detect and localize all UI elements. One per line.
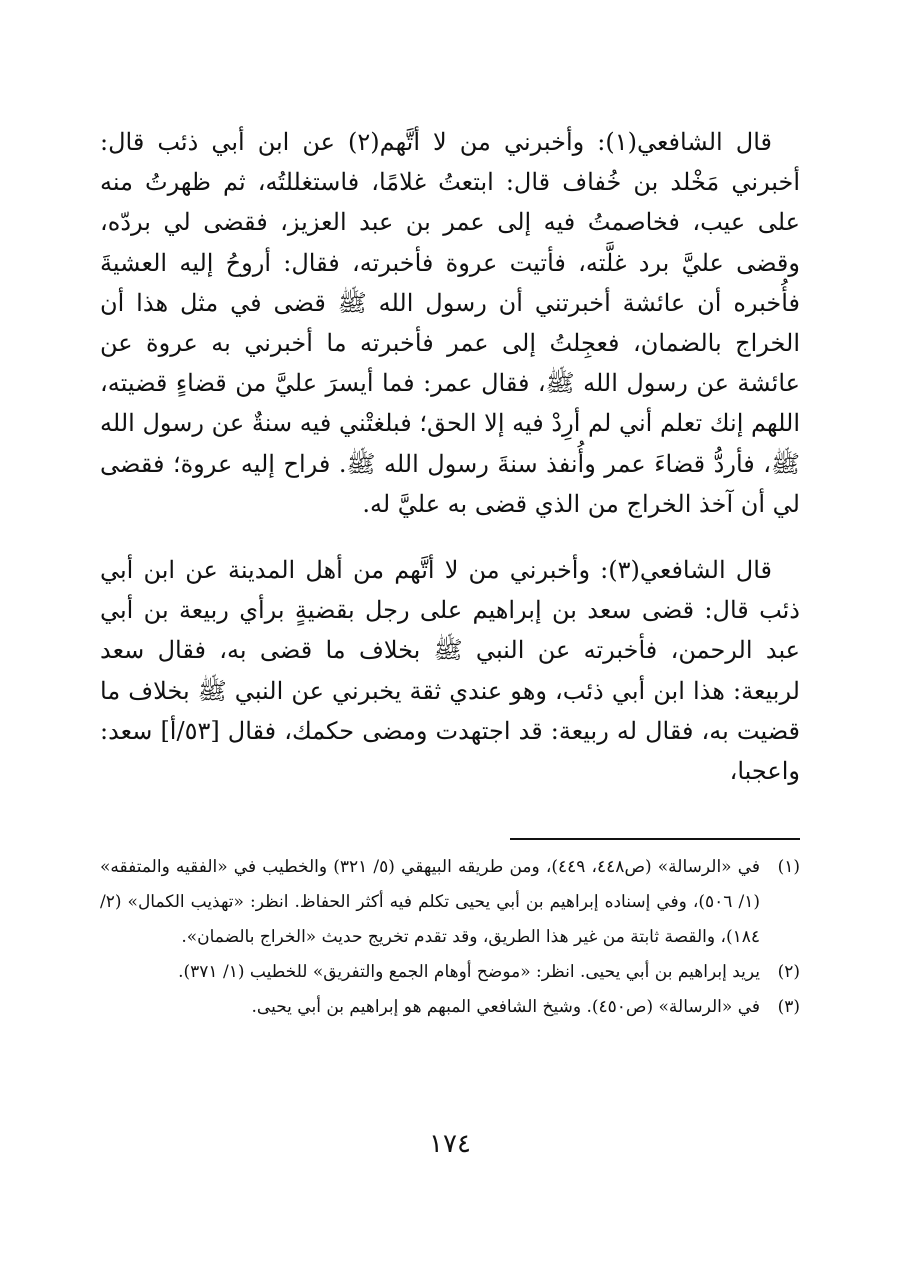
paragraph-2: قال الشافعي(٣): وأخبرني من لا أتَّهم من أهل المدينة عن ابن أبي ذئب قال: قضى سعد بن إبراهيم على رجل بقضيةٍ برأي ربيعة بن أبي عبد الرحمن، فأخبرته عن النبي ﷺ بخلاف ما قضى به، فقال سعد لربيعة: هذا ابن أبي ذئب، وهو عندي ثقة يخبرني عن النبي ﷺ بخلاف ما قضيت به، فقال له ربيعة: قد اجتهدت ومضى حكمك، فقال [٥٣/أ] سعد: واعجبا، [100,556,801,786]
footnote-text: في «الرسالة» (ص٤٤٨، ٤٤٩)، ومن طريقه البيهقي (٥/ ٣٢١) والخطيب في «الفقيه والمتفقه» (١/ ٥٠٦)، وفي إسناده إبراهيم بن أبي يحيى تكلم فيه أكثر الحفاظ. انظر: «تهذيب الكمال» (٢/ ١٨٤)، والقصة ثابتة من غير هذا الطريق، وقد تقدم تخريج حديث «الخراج بالضمان». [100,857,761,947]
footnote-3 [100,990,800,1025]
footnote-number: (٣) [777,997,800,1017]
page-number: ١٧٤ [429,1129,471,1159]
paragraph-1: قال الشافعي(١): وأخبرني من لا أتَّهم(٢) عن ابن أبي ذئب قال: أخبرني مَخْلد بن خُفاف قال: ابتعتُ غلامًا، فاستغللتُه، ثم ظهرتُ منه على عيب، فخاصمتُ فيه إلى عمر بن عبد العزيز، فقضى لي بردّه، وقضى عليَّ برد غلَّته، فأتيت عروة فأخبرته، فقال: أروحُ إليه العشيةَ فأُخبره أن عائشة أخبرتني أن رسول الله ﷺ قضى في مثل هذا أن الخراج بالضمان، فعجِلتُ إلى عمر فأخبرته ما أخبرني به عروة عن عائشة عن رسول الله ﷺ، فقال عمر: فما أيسرَ عليَّ من قضاءٍ قضيته، اللهم إنك تعلم أني لم أرِدْ فيه إلا الحق؛ فبلغتْني فيه سنةٌ عن رسول الله ﷺ، فأردُّ قضاءَ عمر وأُنفذ سنةَ رسول الله ﷺ. فراح إليه عروة؛ فقضى لي أن آخذ الخراج من الذي قضى به عليَّ له. [100,128,801,518]
footnote-1 [100,850,800,955]
footnote-text: في «الرسالة» (ص٤٥٠). وشيخ الشافعي المبهم هو إبراهيم بن أبي يحيى. [251,997,760,1017]
footnote-number: (١) [777,857,800,877]
main-text [100,122,800,791]
footnote-number: (٢) [777,962,800,982]
footnote-2 [100,955,800,990]
footnotes [100,850,800,1025]
footnote-separator [510,838,800,840]
footnote-text: يريد إبراهيم بن أبي يحيى. انظر: «موضح أوهام الجمع والتفريق» للخطيب (١/ ٣٧١). [178,962,760,982]
